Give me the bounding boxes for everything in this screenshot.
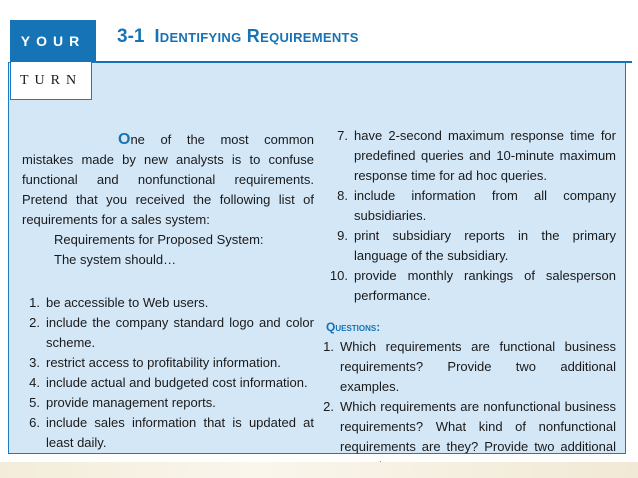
list-item: 7. have 2-second maximum response time for predefined queries and 10-minute maximum response time for ad hoc queries.	[337, 128, 616, 183]
your-badge: YOUR	[10, 20, 96, 62]
question-item: 1. Which requirements are functional business requirements? Provide two additional examples.	[323, 339, 616, 394]
requirements-list-left	[22, 293, 314, 453]
list-item: 2. include the company standard logo and color scheme.	[29, 315, 314, 350]
turn-badge: TURN	[10, 62, 92, 100]
right-column	[322, 126, 616, 477]
list-item: 3. restrict access to profitability information.	[29, 355, 281, 370]
header-rule	[96, 61, 632, 63]
questions-list	[322, 337, 616, 477]
intro-paragraph	[22, 130, 314, 230]
requirements-list-right	[322, 126, 616, 306]
list-item: 1. be accessible to Web users.	[29, 295, 209, 310]
bottom-band	[0, 462, 638, 478]
requirements-lead: The system should…	[54, 252, 177, 267]
requirements-label: Requirements for Proposed System:	[54, 232, 264, 247]
list-item: 9. print subsidiary reports in the primary language of the subsidiary.	[337, 228, 616, 263]
section-heading	[117, 26, 359, 48]
intro-text: ne of the most common mistakes made by new analysts is to confuse functional and nonfunctional requirements. Pretend that you received the following list of requirements for a sales system:	[22, 132, 314, 227]
drop-cap: O	[118, 131, 131, 148]
question-item: 2. Which requirements are nonfunctional business requirements? What kind of nonfunctional requirements are they? Provide two additional	[323, 399, 616, 454]
left-column	[22, 126, 314, 453]
questions-heading: Questions:	[326, 320, 381, 334]
list-item: 5. provide management reports.	[29, 395, 216, 410]
list-item: 4. include actual and budgeted cost information.	[29, 375, 308, 390]
section-title: Identifying Requirements	[154, 26, 359, 46]
list-item: 8. include information from all company subsidiaries.	[337, 188, 616, 223]
section-number: 3-1	[117, 26, 145, 47]
list-item: 6. include sales information that is updated at least daily.	[29, 415, 314, 450]
list-item: 10. provide monthly rankings of salesperson performance.	[329, 268, 616, 303]
